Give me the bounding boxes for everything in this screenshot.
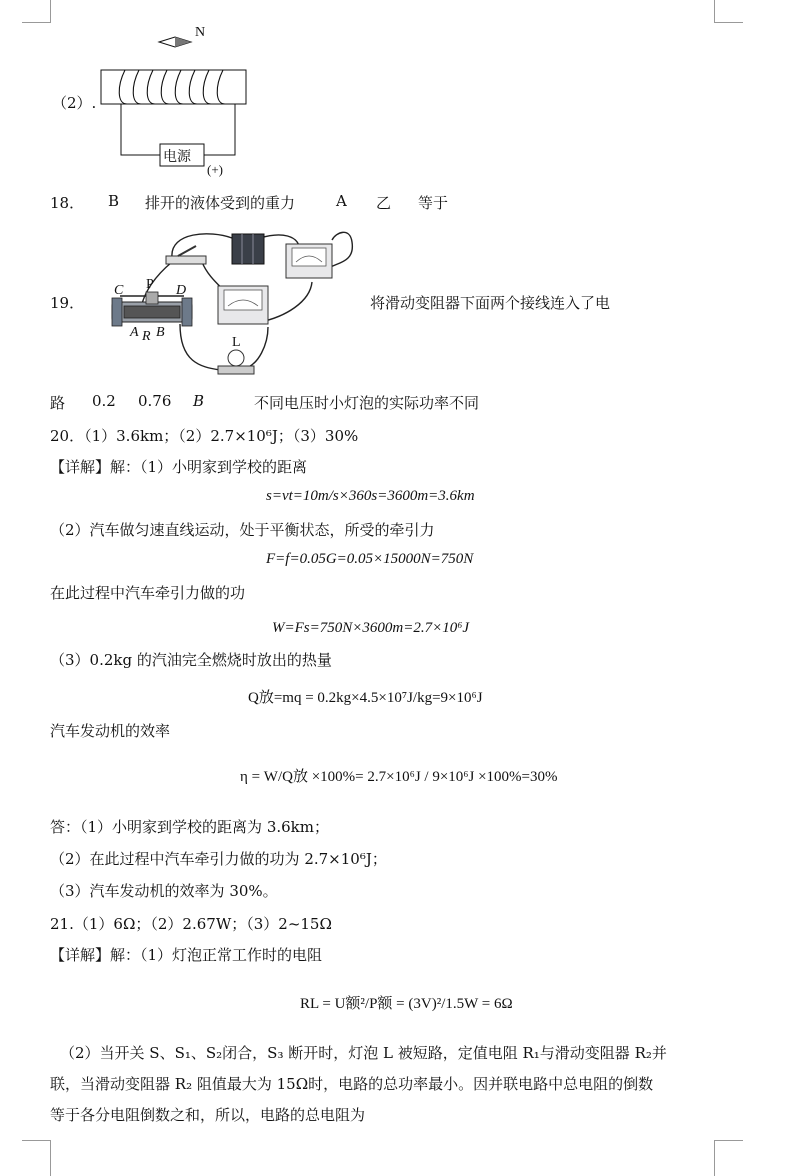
item19-answer-2: 0.76 [138, 392, 172, 410]
ammeter-icon [286, 244, 332, 278]
rheostat-label-b: B [156, 325, 165, 340]
item19-number: 19． [50, 294, 85, 312]
corner-mark-bottom-left [22, 1140, 51, 1176]
item20-equation-1: s=vt=10m/s×360s=3600m=3.6km [266, 488, 475, 504]
item18-answer-1: B [108, 192, 120, 210]
item19-line2-text: 路 [50, 394, 66, 412]
item20-equation-5: η = W/Q放 ×100%= 2.7×10⁶J / 9×10⁶J ×100%=30% [240, 769, 558, 785]
item20-paragraph-3: 在此过程中汽车牵引力做的功 [50, 584, 246, 602]
solenoid-diagram [95, 18, 255, 178]
item18-number: 18． [50, 194, 85, 212]
item18-answer-3: A [336, 192, 347, 210]
rheostat-label-r: R [142, 329, 151, 344]
polarity-label: (+) [207, 162, 223, 177]
compass-letter: N [195, 25, 206, 40]
item20-paragraph-4: （3）0.2kg 的汽油完全燃烧时放出的热量 [50, 651, 332, 669]
item17-label: （2）. [52, 94, 97, 112]
circuit-experiment-diagram [100, 222, 360, 382]
rheostat-label-d: D [176, 283, 187, 298]
item21-heading: 21.（1）6Ω；（2）2.67W；（3）2~15Ω [50, 915, 332, 933]
rheostat-label-a: A [130, 325, 139, 340]
rheostat-label-p: P [146, 277, 154, 292]
item20-equation-2: F=f=0.05G=0.05×15000N=750N [266, 551, 474, 567]
battery-icon [232, 234, 264, 264]
item20-answer-1: 答：（1）小明家到学校的距离为 3.6km； [50, 818, 329, 836]
item20-paragraph-5: 汽车发动机的效率 [50, 722, 171, 740]
item20-detail-intro: 【详解】解：（1）小明家到学校的距离 [50, 458, 308, 476]
corner-mark-bottom-right [714, 1140, 743, 1176]
item20-equation-3: W=Fs=750N×3600m=2.7×10⁶J [272, 620, 470, 636]
power-label: 电源 [163, 149, 191, 165]
item20-answer-3: （3）汽车发动机的效率为 30%。 [50, 882, 278, 900]
item19-answer-3: B [193, 392, 205, 410]
item18-answer-5: 等于 [418, 194, 449, 212]
item20-equation-4: Q放=mq = 0.2kg×4.5×10⁷J/kg=9×10⁶J [248, 690, 483, 706]
item18-answer-4: 乙 [376, 194, 392, 212]
bulb-label-l: L [232, 335, 241, 350]
corner-mark-top-right [714, 0, 743, 23]
item19-answer-4: 不同电压时小灯泡的实际功率不同 [254, 394, 480, 412]
item19-answer-1: 0.2 [92, 392, 116, 410]
item21-paragraph-1: （2）当开关 S、S₁、S₂闭合，S₃ 断开时，灯泡 L 被短路，定值电阻 R₁与滑动变阻器 R₂并 [60, 1044, 667, 1062]
item20-answer-2: （2）在此过程中汽车牵引力做的功为 2.7×10⁶J； [50, 850, 387, 868]
item20-paragraph-2: （2）汽车做匀速直线运动，处于平衡状态，所受的牵引力 [50, 521, 435, 539]
item21-equation-1: RL = U额²/P额 = (3V)²/1.5W = 6Ω [300, 996, 513, 1012]
corner-mark-top-left [22, 0, 51, 23]
item21-paragraph-2: 联，当滑动变阻器 R₂ 阻值最大为 15Ω时，电路的总功率最小。因并联电路中总电阻的倒数 [50, 1075, 654, 1093]
item20-heading: 20．（1）3.6km；（2）2.7×10⁶J；（3）30% [50, 427, 359, 445]
item21-paragraph-3: 等于各分电阻倒数之和，所以，电路的总电阻为 [50, 1106, 366, 1124]
rheostat-label-c: C [114, 283, 124, 298]
item21-detail-intro: 【详解】解：（1）灯泡正常工作时的电阻 [50, 946, 323, 964]
bulb-icon [218, 350, 254, 374]
voltmeter-icon [218, 286, 268, 324]
item19-note: 将滑动变阻器下面两个接线连入了电 [370, 294, 611, 312]
item18-answer-2: 排开的液体受到的重力 [145, 194, 296, 212]
